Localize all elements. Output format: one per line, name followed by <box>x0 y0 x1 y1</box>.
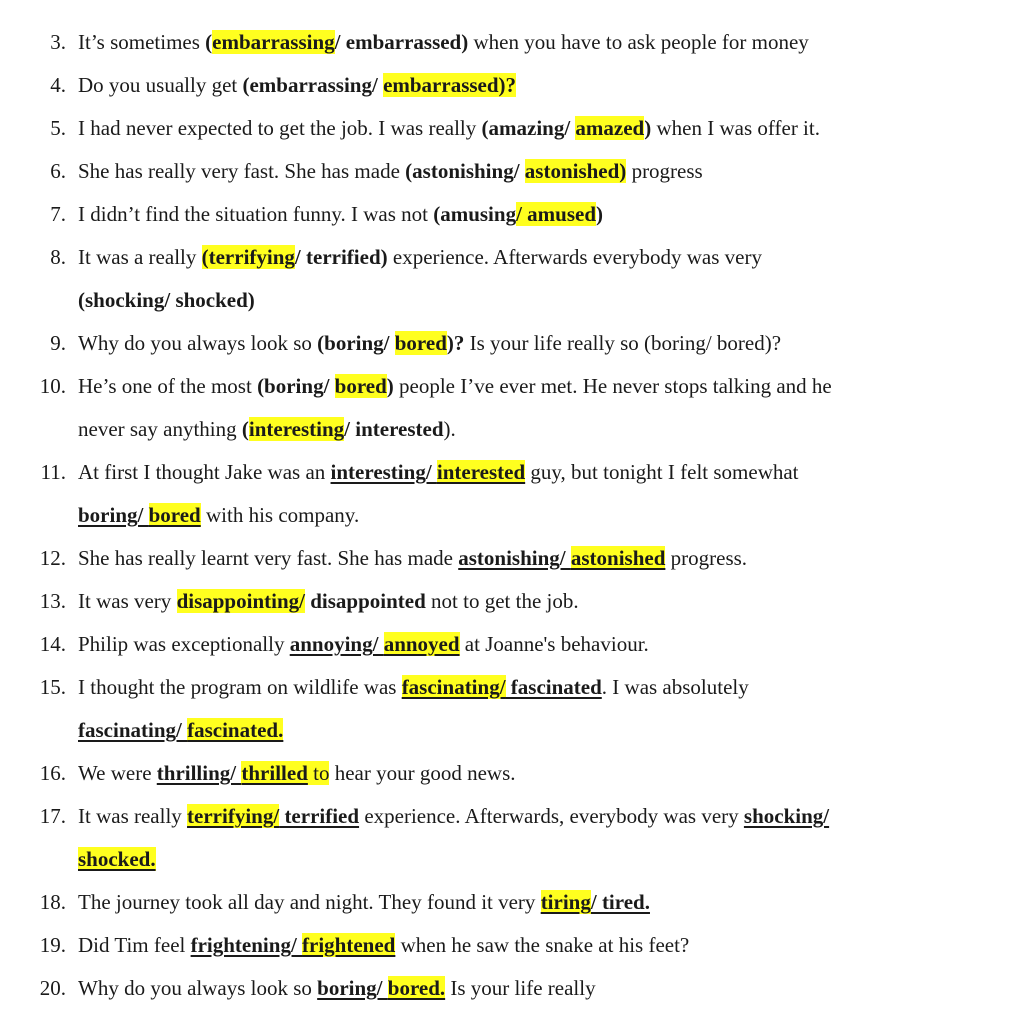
sentence-text: At first I thought Jake was an <box>78 460 331 484</box>
highlighted-answer: embarrassed)? <box>383 73 517 97</box>
highlighted-answer: bored <box>148 503 201 527</box>
sentence-text: experience. Afterwards everybody was very <box>387 245 762 269</box>
sentence-text: It’s sometimes <box>78 30 206 54</box>
highlighted-answer: fascinated. <box>187 718 284 742</box>
answer-choice: astonishing/ <box>458 546 571 570</box>
sentence-text: Is your life really <box>445 976 596 1000</box>
item-number: 20. <box>39 976 66 1000</box>
sentence-text: never say anything <box>78 417 242 441</box>
sentence-text: at Joanne's behaviour. <box>459 632 649 656</box>
item-number: 19. <box>39 933 66 957</box>
answer-choice: (boring/ <box>257 374 335 398</box>
item-number: 14. <box>39 632 66 656</box>
answer-choice: / interested <box>344 417 444 441</box>
answer-choice: )? <box>446 331 465 355</box>
highlighted-answer: frightened <box>302 933 396 957</box>
item-number: 16. <box>39 761 66 785</box>
highlighted-answer: interested <box>436 460 526 484</box>
sentence-text: . I was absolutely <box>601 675 749 699</box>
answer-choice: thrilling/ <box>156 761 242 785</box>
sentence-text: Philip was exceptionally <box>78 632 290 656</box>
item-number: 13. <box>39 589 66 613</box>
sentence-text: I thought the program on wildlife was <box>78 675 402 699</box>
highlighted-answer: fascinating/ <box>401 675 506 699</box>
sentence-text: not to get the job. <box>425 589 579 613</box>
highlighted-answer: disappointing/ <box>176 589 305 613</box>
answer-choice: boring/ <box>78 503 149 527</box>
answer-choice: boring/ <box>317 976 388 1000</box>
highlighted-answer: annoyed <box>383 632 460 656</box>
sentence-text: Is your life really so (boring/ bored)? <box>464 331 782 355</box>
item-number: 8. <box>50 245 66 269</box>
answer-choice: / tired. <box>590 890 650 914</box>
item-text <box>78 801 829 831</box>
answer-choice: fascinating/ <box>78 718 188 742</box>
item-text <box>78 844 156 874</box>
answer-choice: / terrified) <box>294 245 388 269</box>
sentence-text: He’s one of the most <box>78 374 258 398</box>
highlighted-answer: to <box>307 761 330 785</box>
sentence-text: Do you usually get <box>78 73 243 97</box>
sentence-text: when I was offer it. <box>651 116 820 140</box>
highlighted-answer: terrifying/ <box>187 804 280 828</box>
item-text <box>78 70 516 100</box>
item-number: 15. <box>39 675 66 699</box>
highlighted-answer: thrilled <box>241 761 308 785</box>
answer-choice: ( <box>241 417 249 441</box>
highlighted-answer: astonished <box>570 546 666 570</box>
item-text <box>78 715 283 745</box>
sentence-text: when you have to ask people for money <box>468 30 809 54</box>
sentence-text: when he saw the snake at his feet? <box>395 933 690 957</box>
highlighted-answer: shocked. <box>78 847 156 871</box>
item-number: 18. <box>39 890 66 914</box>
item-number: 3. <box>50 30 66 54</box>
answer-choice: ) <box>596 202 604 226</box>
answer-choice: disappointed <box>304 589 426 613</box>
item-text <box>78 887 650 917</box>
answer-choice: shocking/ <box>743 804 830 828</box>
item-text <box>78 758 516 788</box>
item-text <box>78 543 747 573</box>
sentence-text: The journey took all day and night. They found it very <box>78 890 541 914</box>
item-text <box>78 328 781 358</box>
answer-choice: / embarrassed) <box>334 30 469 54</box>
answer-choice: (amazing/ <box>481 116 576 140</box>
sentence-text: It was a really <box>78 245 202 269</box>
highlighted-answer: interesting <box>248 417 345 441</box>
sentence-text: hear your good news. <box>329 761 516 785</box>
answer-choice: fascinated <box>505 675 602 699</box>
item-text <box>78 371 832 401</box>
sentence-text: people I’ve ever met. He never stops talking and he <box>393 374 832 398</box>
sentence-text: ). <box>443 417 456 441</box>
item-number: 11. <box>40 460 66 484</box>
highlighted-answer: astonished) <box>524 159 627 183</box>
item-number: 5. <box>50 116 66 140</box>
item-text <box>78 457 799 487</box>
sentence-text: I didn’t find the situation funny. I was not <box>78 202 434 226</box>
item-text <box>78 242 762 272</box>
highlighted-answer: bored <box>394 331 447 355</box>
item-number: 10. <box>39 374 66 398</box>
answer-choice: terrified <box>279 804 360 828</box>
highlighted-answer: embarrassing <box>212 30 335 54</box>
answer-choice: (astonishing/ <box>405 159 525 183</box>
answer-choice: (embarrassing/ <box>242 73 384 97</box>
sentence-text: It was really <box>78 804 188 828</box>
highlighted-answer: bored. <box>387 976 446 1000</box>
highlighted-answer: tiring <box>540 890 591 914</box>
item-text <box>78 500 359 530</box>
item-number: 17. <box>39 804 66 828</box>
sentence-text: progress <box>626 159 703 183</box>
sentence-text: Why do you always look so <box>78 976 318 1000</box>
answer-choice: ( <box>205 30 213 54</box>
sentence-text: with his company. <box>200 503 360 527</box>
item-text <box>78 973 596 1003</box>
item-number: 6. <box>50 159 66 183</box>
answer-choice: ) <box>386 374 394 398</box>
answer-choice: (shocking/ shocked) <box>78 288 255 312</box>
highlighted-answer: / amused <box>516 202 597 226</box>
item-text <box>78 629 649 659</box>
answer-choice: interesting/ <box>330 460 437 484</box>
sentence-text: She has really learnt very fast. She has made <box>78 546 459 570</box>
item-number: 9. <box>50 331 66 355</box>
item-text <box>78 113 820 143</box>
sentence-text: Did Tim feel <box>78 933 191 957</box>
sentence-text: We were <box>78 761 157 785</box>
answer-choice: annoying/ <box>289 632 384 656</box>
item-text <box>78 156 703 186</box>
sentence-text: experience. Afterwards, everybody was very <box>359 804 744 828</box>
highlighted-answer: (terrifying <box>201 245 295 269</box>
item-number: 7. <box>50 202 66 226</box>
item-text <box>78 930 689 960</box>
sentence-text: I had never expected to get the job. I was really <box>78 116 482 140</box>
item-number: 12. <box>39 546 66 570</box>
answer-choice: (boring/ <box>317 331 395 355</box>
answer-choice: (amusing <box>433 202 517 226</box>
item-text <box>78 414 456 444</box>
item-text <box>78 586 579 616</box>
item-text <box>78 672 749 702</box>
sentence-text: She has really very fast. She has made <box>78 159 406 183</box>
highlighted-answer: bored <box>334 374 387 398</box>
item-text <box>78 27 809 57</box>
item-text <box>78 285 255 315</box>
item-number: 4. <box>50 73 66 97</box>
sentence-text: guy, but tonight I felt somewhat <box>525 460 799 484</box>
answer-choice: ) <box>644 116 652 140</box>
sentence-text: Why do you always look so <box>78 331 318 355</box>
sentence-text: It was very <box>78 589 177 613</box>
highlighted-answer: amazed <box>575 116 645 140</box>
sentence-text: progress. <box>665 546 748 570</box>
answer-choice: frightening/ <box>190 933 303 957</box>
item-text <box>78 199 603 229</box>
